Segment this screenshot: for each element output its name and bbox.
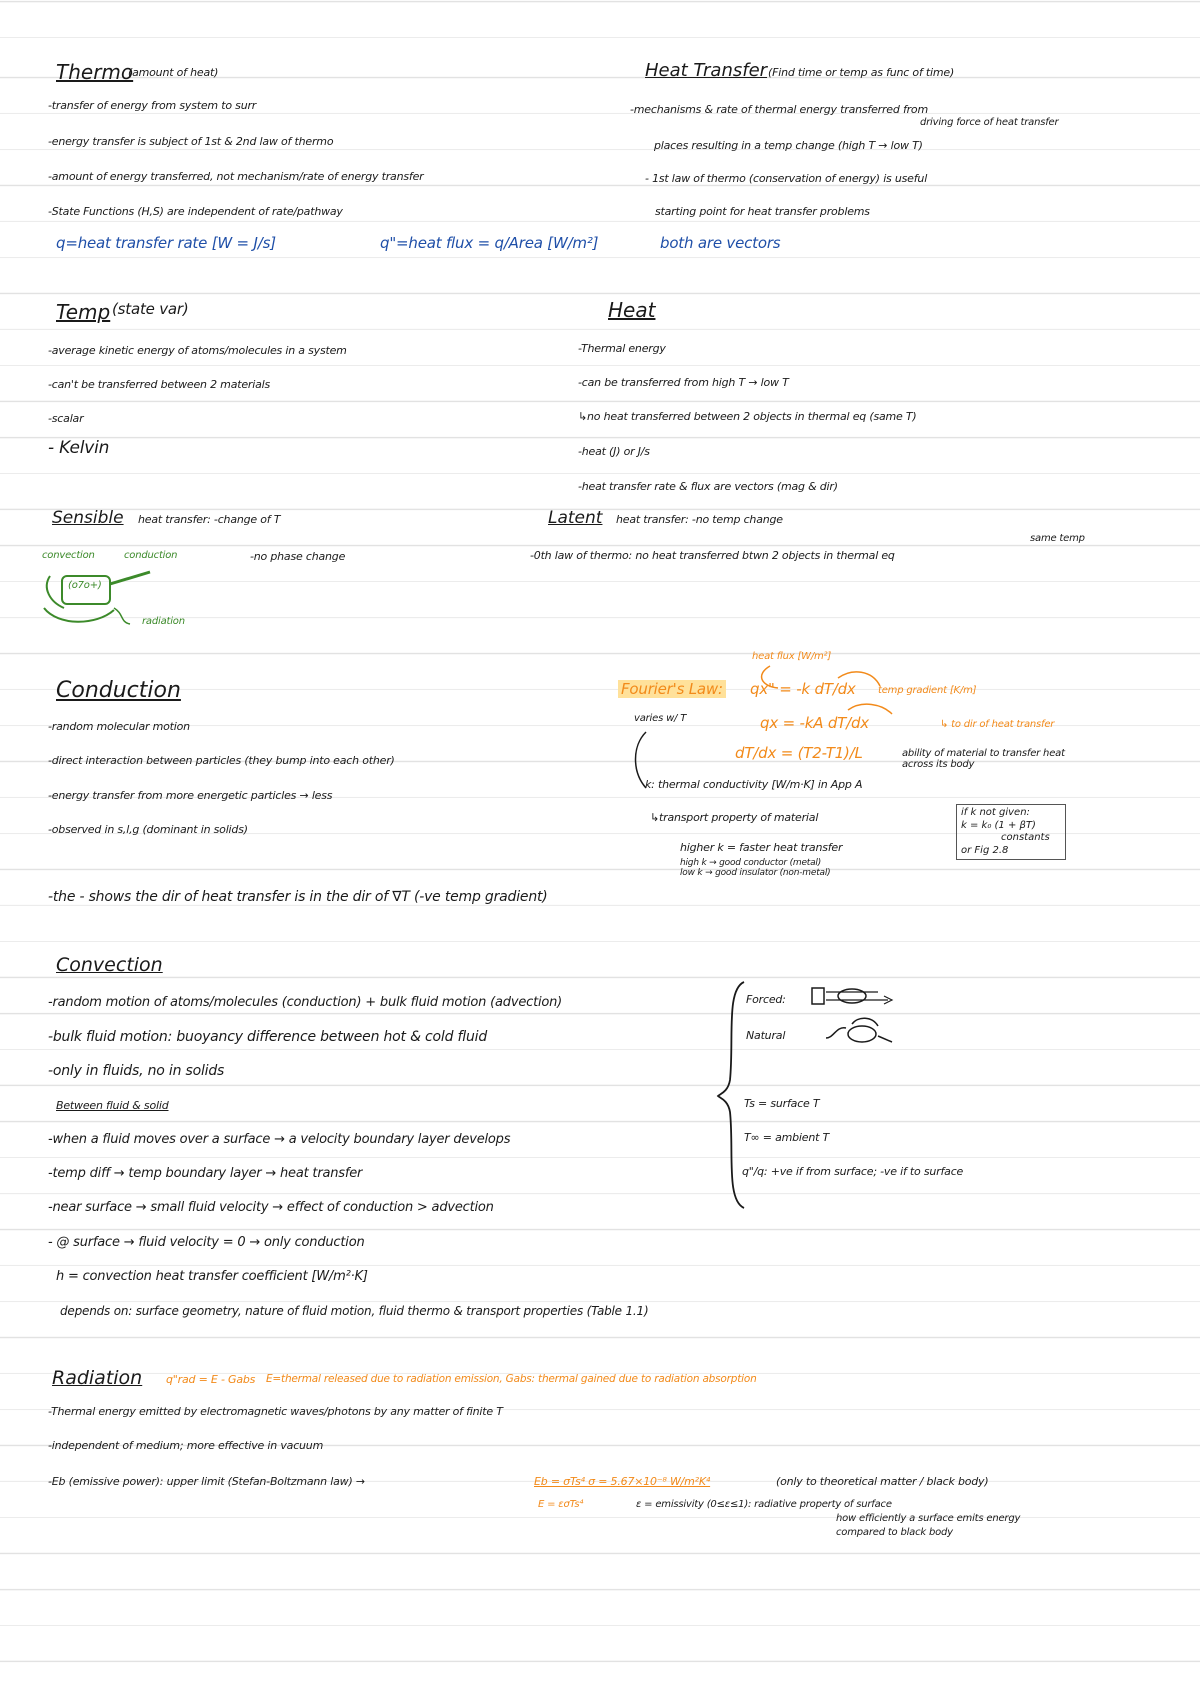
conduction-label: conduction [124, 550, 178, 561]
thermo-line-4: -State Functions (H,S) are independent of rate/pathway [48, 205, 343, 218]
heat-transfer-line-2: places resulting in a temp change (high T → low T) [654, 139, 923, 152]
between-fluid-solid: Between fluid & solid [56, 1099, 169, 1112]
radiation-line-2: -independent of medium; more effective in vacuum [48, 1439, 324, 1452]
low-k-note: low k → good insulator (non-metal) [680, 868, 831, 878]
convection-line-6: -near surface → small fluid velocity → effect of conduction > advection [48, 1200, 494, 1215]
temp-title: Temp [56, 300, 111, 324]
heat-line-4: -heat (J) or J/s [578, 445, 650, 458]
q-definition: q=heat transfer rate [W = J/s] [56, 234, 276, 252]
heat-transfer-line-4: starting point for heat transfer problems [655, 205, 870, 218]
heat-transfer-line-1: -mechanisms & rate of thermal energy transferred from [630, 103, 928, 116]
conduction-line-1: -random molecular motion [48, 720, 190, 733]
no-phase-change: -no phase change [250, 550, 346, 563]
stefan-boltzmann-eq: Eb = σTs⁴ σ = 5.67×10⁻⁸ W/m²K⁴ [534, 1475, 711, 1488]
temp-line-4: - Kelvin [48, 438, 110, 458]
sketch-label: (o7o+) [68, 580, 102, 591]
same-temp-note: same temp [1030, 533, 1085, 544]
radiation-orange-note: E=thermal released due to radiation emission, Gabs: thermal gained due to radiation absorption [266, 1373, 757, 1385]
thermo-line-1: -transfer of energy from system to surr [48, 99, 257, 112]
convection-line-5: -temp diff → temp boundary layer → heat transfer [48, 1166, 363, 1181]
transport-property: ↳transport property of material [650, 811, 819, 824]
higher-k-note: higher k = faster heat transfer [680, 841, 843, 854]
natural-convection-icon [822, 1016, 902, 1046]
convection-line-3: -only in fluids, no in solids [48, 1063, 225, 1079]
box-line-2: k = k₀ (1 + βT) [961, 819, 1036, 831]
box-line-1: if k not given: [961, 807, 1030, 818]
k-not-given-box [956, 804, 1066, 860]
heat-line-5: -heat transfer rate & flux are vectors (mag & dir) [578, 480, 838, 493]
heat-line-1: -Thermal energy [578, 342, 666, 355]
fourier-law-text: Fourier's Law: [618, 680, 726, 698]
heat-transfer-line-3: - 1st law of thermo (conservation of energy) is useful [645, 172, 928, 185]
emissivity-note-2: how efficiently a surface emits energy [836, 1513, 1021, 1524]
radiation-line-1: -Thermal energy emitted by electromagnetic waves/photons by any matter of finite T [48, 1405, 503, 1418]
radiation-title: Radiation [52, 1367, 143, 1389]
conduction-line-4: -observed in s,l,g (dominant in solids) [48, 823, 248, 836]
eb-line: -Eb (emissive power): upper limit (Stefan-Boltzmann law) → [48, 1475, 365, 1488]
convection-line-4: -when a fluid moves over a surface → a velocity boundary layer develops [48, 1132, 511, 1147]
tinf-definition: T∞ = ambient T [744, 1131, 830, 1144]
thermo-title: Thermo [56, 60, 134, 84]
minus-sign-note: -the - shows the dir of heat transfer is in the dir of ∇T (-ve temp gradient) [48, 889, 548, 905]
radiation-label: radiation [142, 616, 185, 627]
convection-line-2: -bulk fluid motion: buoyancy difference between hot & cold fluid [48, 1029, 488, 1045]
forced-convection-icon [808, 982, 898, 1008]
h-definition: h = convection heat transfer coefficient [W/m²·K] [56, 1269, 368, 1284]
natural-label: Natural [746, 1029, 786, 1042]
zeroth-law: -0th law of thermo: no heat transferred btwn 2 objects in thermal eq [530, 549, 895, 562]
heat-title: Heat [608, 298, 656, 322]
forced-label: Forced: [746, 993, 786, 1006]
varies-with-t: varies w/ T [634, 713, 687, 724]
heat-flux-label: heat flux [W/m²] [752, 651, 832, 662]
k-definition: k: thermal conductivity [W/m·K] in App A [645, 778, 863, 791]
thermo-line-2: -energy transfer is subject of 1st & 2nd law of thermo [48, 135, 334, 148]
thermo-line-3: -amount of energy transferred, not mechanism/rate of energy transfer [48, 170, 424, 183]
flux-definition: q"=heat flux = q/Area [W/m²] [380, 234, 599, 252]
convection-title: Convection [56, 954, 163, 976]
convection-line-1: -random motion of atoms/molecules (conduction) + bulk fluid motion (advection) [48, 995, 563, 1010]
conduction-title: Conduction [56, 678, 181, 703]
driving-force-note: driving force of heat transfer [920, 117, 1059, 128]
sensible-title: Sensible [52, 508, 124, 528]
heat-transfer-subtitle: (Find time or temp as func of time) [768, 66, 955, 79]
ability-note: ability of material to transfer heat across its body [902, 748, 1065, 770]
fourier-eq-1: qx" = -k dT/dx [750, 680, 856, 698]
latent-title: Latent [548, 508, 603, 528]
heat-line-3: ↳no heat transferred between 2 objects in thermal eq (same T) [578, 410, 917, 423]
convection-line-7: - @ surface → fluid velocity = 0 → only conduction [48, 1235, 365, 1250]
conduction-line-2: -direct interaction between particles (they bump into each other) [48, 754, 395, 767]
box-line-3: constants [1001, 832, 1050, 843]
dir-of-heat-note: ↳ to dir of heat transfer [940, 719, 1055, 730]
fourier-eq-3: dT/dx = (T2-T1)/L [735, 744, 863, 762]
emissivity-note: ε = emissivity (0≤ε≤1): radiative property of surface [636, 1499, 892, 1510]
temp-line-1: -average kinetic energy of atoms/molecules in a system [48, 344, 347, 357]
thermo-subtitle: (amount of heat) [128, 66, 219, 79]
e-equation: E = εσTs⁴ [538, 1499, 584, 1510]
eb-only-note: (only to theoretical matter / black body) [776, 1475, 989, 1488]
convection-label: convection [42, 550, 95, 561]
temp-line-2: -can't be transferred between 2 materials [48, 378, 271, 391]
sign-convention: q"/q: +ve if from surface; -ve if to surface [742, 1165, 964, 1178]
high-k-note: high k → good conductor (metal) [680, 858, 822, 868]
heat-transfer-title: Heat Transfer [645, 60, 768, 81]
fourier-eq-2: qx = -kA dT/dx [760, 714, 869, 732]
fourier-law-label [618, 682, 726, 697]
box-line-4: or Fig 2.8 [961, 844, 1009, 856]
temp-line-3: -scalar [48, 412, 84, 425]
heat-line-2: -can be transferred from high T → low T [578, 376, 789, 389]
conduction-line-3: -energy transfer from more energetic particles → less [48, 789, 333, 802]
radiation-equation: q"rad = E - Gabs [166, 1373, 256, 1386]
ts-definition: Ts = surface T [744, 1097, 820, 1110]
temp-subtitle: (state var) [112, 300, 189, 318]
sensible-text: heat transfer: -change of T [138, 513, 281, 526]
depends-on: depends on: surface geometry, nature of fluid motion, fluid thermo & transport properties (Table 1.1) [60, 1304, 649, 1318]
emissivity-note-3: compared to black body [836, 1527, 953, 1538]
latent-text: heat transfer: -no temp change [616, 513, 783, 526]
temp-gradient-label: temp gradient [K/m] [878, 685, 977, 696]
vectors-note: both are vectors [660, 234, 781, 252]
